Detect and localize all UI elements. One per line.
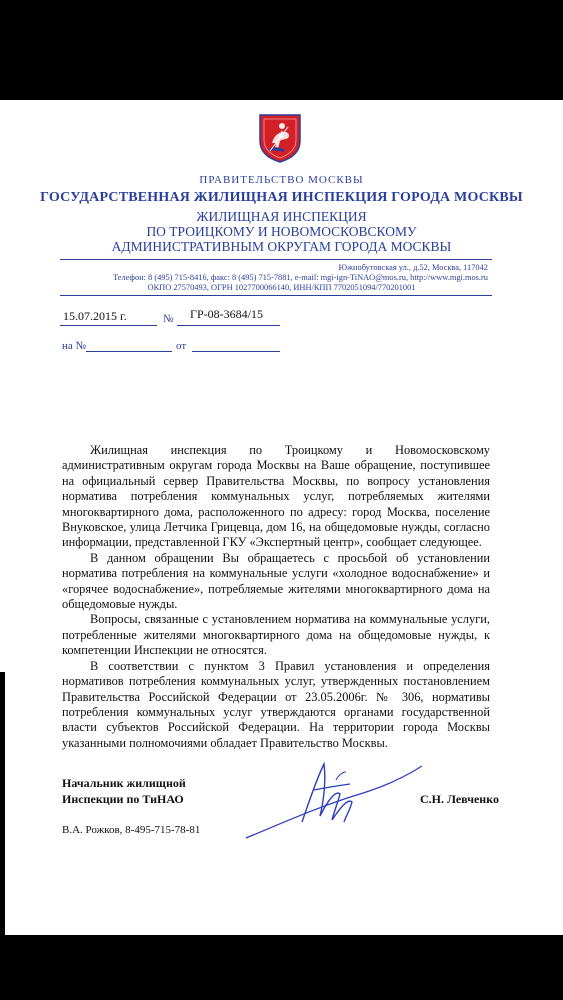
letter-date: 15.07.2015 г. [63,309,127,323]
from-label: от [176,340,187,352]
sub-inspection-line2: ПО ТРОИЦКОМУ И НОВОМОСКОВСКОМУ [146,224,417,239]
paragraph-2: В данном обращении Вы обращаетесь с просьбой об установлении норматива потребления на коммунальные услуги «холодное водоснабжение» и «горячее водоснабжение», потребляемые жителями многоквартирного дома на общедомовые нужды. [62,550,490,612]
handwritten-signature [240,750,430,850]
contact-details: Телефон: 8 (495) 715-8416, факс: 8 (495) 715-7881, e-mail: mgi-ign-TiNAO@mos.ru, http://www.mgi.mos.ru [113,273,488,282]
reference-underline [86,351,172,352]
inspection-title: ГОСУДАРСТВЕННАЯ ЖИЛИЩНАЯ ИНСПЕКЦИЯ ГОРОДА МОСКВЫ [40,190,523,205]
paragraph-1: Жилищная инспекция по Троицкому и Новомосковскому административным округам города Москвы на Ваше обращение, поступившее на официальный сервер Правительства Москвы, по вопросу установления норматива потребления коммунальных услуг, потребляемых жителями многоквартирного дома, расположенного по адресу: город Москва, поселение Внуковское, улица Летчика Грицевца, дом 16, на общедомовые нужды, согласно информации, представленной ГКУ «Экспертный центр», сообщает следующее. [62,443,490,550]
letter-body [62,443,490,751]
reference-label: на № [62,340,87,352]
black-margin-top [0,0,563,100]
signatory-name: С.Н. Левченко [420,792,499,806]
black-margin-bottom [0,935,563,1000]
government-title: ПРАВИТЕЛЬСТВО МОСКВЫ [199,174,364,186]
postal-address: Южнобутовская ул., д.52, Москва, 117042 [338,263,488,272]
registration-codes: ОКПО 27570493, ОГРН 1027700066140, ИНН/КПП 7702051094/770201001 [147,283,416,292]
letterhead-rule-bottom [60,295,492,296]
number-underline [177,325,280,326]
letter-number: ГР-08-3684/15 [190,307,263,321]
signatory-position [62,775,186,807]
date-underline [60,325,157,326]
sub-inspection-line3: АДМИНИСТРАТИВНЫМ ОКРУГАМ ГОРОДА МОСКВЫ [111,239,452,254]
letterhead-rule-top [60,259,492,260]
signatory-position-line2: Инспекции по ТиНАО [62,792,184,806]
signatory-position-line1: Начальник жилищной [62,776,186,790]
black-margin-left [0,672,5,935]
paragraph-3: Вопросы, связанные с установлением норматива на коммунальные услуги, потребленные жителями многоквартирного дома на общедомовые нужды, к компетенции Инспекции не относятся. [62,612,490,658]
executor-contact: В.А. Рожков, 8-495-715-78-81 [62,824,201,836]
moscow-coat-of-arms-icon [258,113,302,163]
from-underline [192,351,280,352]
paragraph-4: В соответствии с пунктом 3 Правил установления и определения нормативов потребления коммунальных услуг, утвержденных постановлением Правительства Российской Федерации от 23.05.2006г. № 306, нормативы потребления коммунальных услуг утверждаются органами государственной власти субъектов Российской Федерации. На территории города Москвы указанными полномочиями обладает Правительство Москвы. [62,658,490,750]
sub-inspection-line1: ЖИЛИЩНАЯ ИНСПЕКЦИЯ [196,209,367,224]
number-label: № [163,313,174,325]
